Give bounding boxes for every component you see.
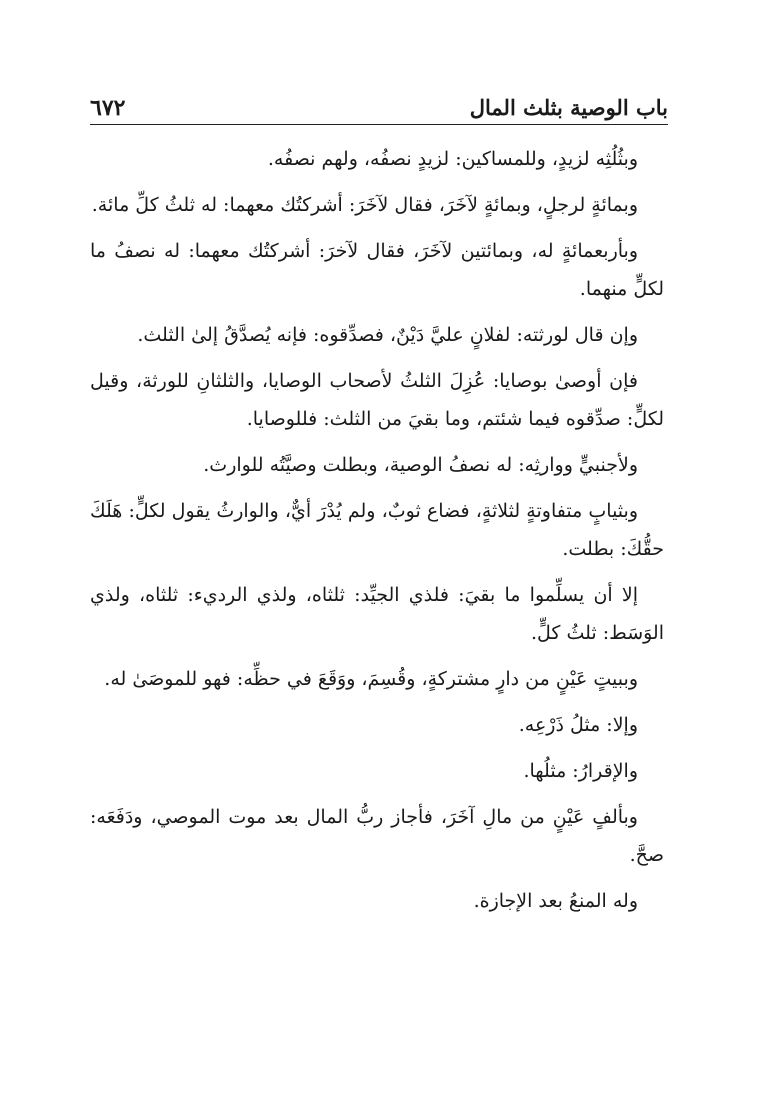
page-number: ٦٧٢ xyxy=(90,95,126,121)
paragraph: وإن قال لورثته: لفلانٍ عليَّ دَيْنٌ، فصدِّقوه: فإنه يُصدَّقُ إلىٰ الثلث. xyxy=(137,324,638,346)
paragraph: والإقرارُ: مثلُها. xyxy=(523,760,638,782)
paragraph: وإلا: مثلُ ذَرْعِه. xyxy=(518,714,638,736)
paragraph: وببيتٍ عَيْنٍ من دارٍ مشتركةٍ، وقُسِمَ، ووَقَعَ في حظِّه: فهو للموصَىٰ له. xyxy=(104,668,638,690)
paragraph: فإن أوصىٰ بوصايا: عُزِلَ الثلثُ لأصحاب الوصايا، والثلثانِ للورثة، وقيل لكلٍّ: صدِّقوه فيما شئتم، وما بقيَ من الثلث: فللوصايا. xyxy=(90,370,664,430)
paragraph: وبأربعمائةٍ له، وبمائتين لآخَرَ، فقال لآخرَ: أشركتُك معهما: له نصفُ ما لكلٍّ منهما. xyxy=(90,240,664,300)
running-title: باب الوصية بثلث المال xyxy=(469,95,668,120)
paragraph: وبمائةٍ لرجلٍ، وبمائةٍ لآخَرَ، فقال لآخَرَ: أشركتُك معهما: له ثلثُ كلِّ مائة. xyxy=(91,194,638,216)
paragraph: ولأجنبيٍّ ووارثِه: له نصفُ الوصية، وبطلت وصيَّتُه للوارث. xyxy=(203,454,638,476)
paragraph: وبثُلُثِه لزيدٍ، وللمساكين: لزيدٍ نصفُه، ولهم نصفُه. xyxy=(267,148,638,170)
paragraph: إلا أن يسلِّموا ما بقيَ: فلذي الجيِّد: ثلثاه، ولذي الرديء: ثلثاه، ولذي الوَسَط: ثلثُ كلٍّ. xyxy=(90,584,664,644)
paragraph: وبألفٍ عَيْنٍ من مالِ آخَرَ، فأجاز ربُّ المال بعد موت الموصي، ودَفَعَه: صحَّ. xyxy=(90,806,664,866)
page-header xyxy=(90,86,668,125)
page-body xyxy=(90,140,664,928)
paragraph: وله المنعُ بعد الإجازة. xyxy=(473,890,638,912)
paragraph: وبثيابٍ متفاوتةٍ لثلاثةٍ، فضاع ثوبٌ، ولم يُدْرَ أيٌّ، والوارثُ يقول لكلٍّ: هَلَكَ حقُّكَ: بطلت. xyxy=(90,500,664,560)
